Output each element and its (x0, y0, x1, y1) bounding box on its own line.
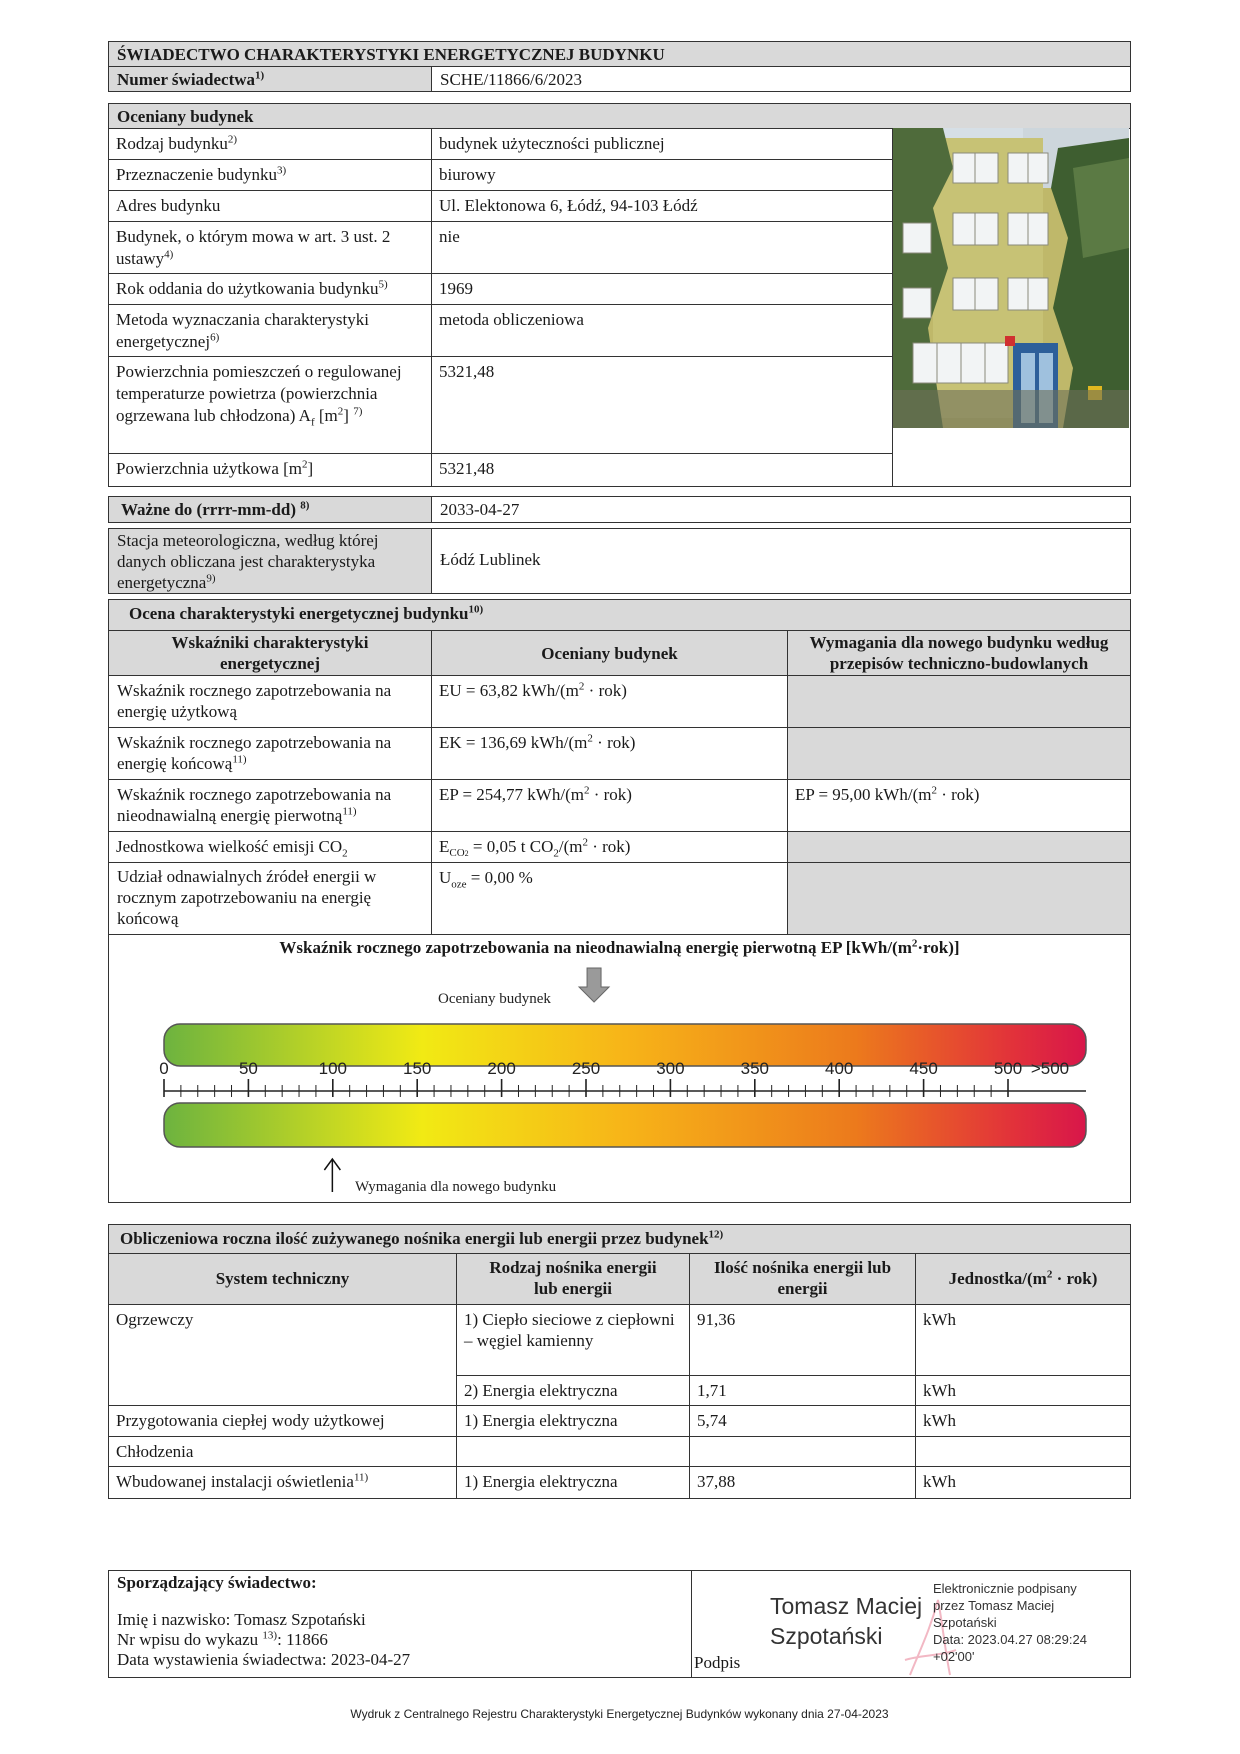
building-method-label: Metoda wyznaczania charakterystyki energetycznej$^{6)}$ (108, 304, 432, 357)
building-type-value: budynek użyteczności publicznej (431, 128, 893, 160)
heating-unit-1: kWh (915, 1304, 1131, 1376)
renewable-requirement-value (787, 862, 1131, 935)
scale-tick-label: 150 (403, 1059, 432, 1078)
scale-tick-label: 250 (571, 1059, 601, 1078)
heating-carrier-1: 1) Ciepło sieciowe z ciepłowni – węgiel kamienny (456, 1304, 690, 1376)
ek-requirement-value (787, 727, 1131, 780)
signer-name: Imię i nazwisko: Tomasz Szpotański (117, 1610, 366, 1629)
certificate-number-label: Numer świadectwa$^{1)}$ (108, 66, 432, 92)
weather-station-value: Łódź Lublinek (431, 528, 1131, 594)
building-year-label: Rok oddania do użytkowania budynku$^{5)}$ (108, 273, 432, 305)
building-marker-arrow (579, 968, 609, 1002)
building-section-title: Oceniany budynek (108, 103, 1131, 129)
building-photo (893, 128, 1129, 428)
scale-tick-label: 0 (159, 1059, 169, 1078)
consumption-col-system: System techniczny (108, 1253, 457, 1305)
scale-tick-label: 500 (993, 1059, 1023, 1078)
renewable-share-label: Udział odnawialnych źródeł energii w rocznym zapotrzebowaniu na energię końcową (108, 862, 432, 935)
lighting-amount: 37,88 (689, 1466, 916, 1499)
lighting-system-label: Wbudowanej instalacji oświetlenia$^{11)}$ (108, 1466, 457, 1499)
print-footer: Wydruk z Centralnego Rejestru Charakterystyki Energetycznej Budynków wykonany dnia 27-04-2023 (350, 1707, 889, 1721)
building-usable-area-label: Powierzchnia użytkowa $[m^2]$ (108, 453, 432, 487)
scale-tick-label: 350 (740, 1059, 769, 1078)
certificate-title: ŚWIADECTWO CHARAKTERYSTYKI ENERGETYCZNEJ BUDYNKU (108, 41, 1131, 67)
ep-indicator-value: EP = 254,77 kWh/$(m^2 \cdot rok)$ (431, 779, 788, 832)
ep-requirement-value: EP = 95,00 kWh/$(m^2 \cdot rok)$ (787, 779, 1131, 832)
co2-emission-value: $E_{CO2} = 0,05$ t $CO_2/(m^2 \cdot rok)$ (431, 831, 788, 863)
building-purpose-label: Przeznaczenie budynku$^{3)}$ (108, 159, 432, 191)
building-address-label: Adres budynku (108, 190, 432, 222)
weather-station-label: Stacja meteorologiczna, według której danych obliczana jest charakterystyka energetyczna$^{9)}$ (108, 528, 432, 594)
signature-note-1: Elektronicznie podpisany (933, 1581, 1077, 1596)
signature-name-line2: Szpotański (770, 1623, 883, 1649)
scale-tick-label: 200 (487, 1059, 516, 1078)
ep-scale-graphic (108, 960, 1131, 1203)
valid-until-label: Ważne do (rrrr-mm-dd) $^{8)}$ (108, 496, 432, 523)
signature-note-3: Szpotański (933, 1615, 997, 1630)
cooling-system-label: Chłodzenia (108, 1436, 457, 1467)
cooling-carrier (456, 1436, 690, 1467)
ek-indicator-label: Wskaźnik rocznego zapotrzebowania na energię końcową$^{11)}$ (108, 727, 432, 780)
scale-bar-bottom (164, 1103, 1086, 1147)
signature-label: Podpis (694, 1653, 741, 1672)
dhw-unit: kWh (915, 1405, 1131, 1437)
cooling-amount (689, 1436, 916, 1467)
valid-until-value: 2033-04-27 (431, 496, 1131, 523)
heating-amount-2: 1,71 (689, 1375, 916, 1406)
signature-name-line1: Tomasz Maciej (770, 1593, 923, 1619)
co2-requirement-value (787, 831, 1131, 863)
building-year-value: 1969 (431, 273, 893, 305)
signer-issue-date: Data wystawienia świadectwa: 2023-04-27 (117, 1650, 411, 1669)
eu-indicator-value: EU = 63,82 kWh/$(m^2 \cdot rok)$ (431, 675, 788, 728)
heating-amount-1: 91,36 (689, 1304, 916, 1376)
signer-title: Sporządzający świadectwo: (117, 1573, 317, 1592)
signature-note-2: przez Tomasz Maciej (933, 1598, 1055, 1613)
ep-scale-title: Wskaźnik rocznego zapotrzebowania na nieodnawialną energię pierwotną EP $[kWh/(m^2\cdot rok)]$ (279, 937, 960, 957)
scale-tick-label: 450 (909, 1059, 938, 1078)
building-heated-area-label: Powierzchnia pomieszczeń o regulowanej temperaturze powietrza (powierzchnia ogrzewana lub chłodzona) $A_f$ $[m^2]$ $^{7)}$ (108, 356, 432, 454)
building-marker-label: Oceniany budynek (438, 991, 551, 1007)
consumption-col-amount: Ilość nośnika energii lub energii (689, 1253, 916, 1305)
scale-tick-label: 400 (825, 1059, 854, 1078)
building-type-label: Rodzaj budynku$^{2)}$ (108, 128, 432, 160)
building-usable-area-value: 5321,48 (431, 453, 893, 487)
building-art3-value: nie (431, 221, 893, 274)
building-art3-label: Budynek, o którym mowa w art. 3 ust. 2 ustawy$^{4)}$ (108, 221, 432, 274)
dhw-amount: 5,74 (689, 1405, 916, 1437)
heating-carrier-2: 2) Energia elektryczna (456, 1375, 690, 1406)
dhw-system-label: Przygotowania ciepłej wody użytkowej (108, 1405, 457, 1437)
building-purpose-value: biurowy (431, 159, 893, 191)
scale-tick-label: >500 (1030, 1059, 1070, 1078)
building-method-value: metoda obliczeniowa (431, 304, 893, 357)
lighting-unit: kWh (915, 1466, 1131, 1499)
building-heated-area-value: 5321,48 (431, 356, 893, 454)
heating-system-label: Ogrzewczy (108, 1304, 457, 1406)
assessment-title: Ocena charakterystyki energetycznej budynku$^{10)}$ (108, 599, 1131, 631)
dhw-carrier: 1) Energia elektryczna (456, 1405, 690, 1437)
eu-indicator-label: Wskaźnik rocznego zapotrzebowania na energię użytkową (108, 675, 432, 728)
requirement-marker-arrow (324, 1159, 340, 1192)
eu-requirement-value (787, 675, 1131, 728)
heating-unit-2: kWh (915, 1375, 1131, 1406)
assessment-col-indicators: Wskaźniki charakterystyki energetycznej (108, 630, 432, 676)
scale-tick-label: 100 (318, 1059, 347, 1078)
signer-registry: Nr wpisu do wykazu $^{13)}$: 11866 (117, 1629, 328, 1649)
assessment-col-requirements: Wymagania dla nowego budynku według przepisów techniczno-budowlanych (787, 630, 1131, 676)
scale-tick-label: 50 (238, 1059, 258, 1078)
lighting-carrier: 1) Energia elektryczna (456, 1466, 690, 1499)
certificate-number-value: SCHE/11866/6/2023 (431, 66, 1131, 92)
requirement-marker-label: Wymagania dla nowego budynku (355, 1179, 557, 1195)
cooling-unit (915, 1436, 1131, 1467)
signature-note-5: +02'00' (933, 1649, 975, 1664)
consumption-col-unit: Jednostka/$(m^2 \cdot rok)$ (915, 1253, 1131, 1305)
ek-indicator-value: EK = 136,69 kWh/$(m^2 \cdot rok)$ (431, 727, 788, 780)
consumption-title: Obliczeniowa roczna ilość zużywanego nośnika energii lub energii przez budynek$^{12)}$ (108, 1224, 1131, 1254)
co2-emission-label: Jednostkowa wielkość emisji $CO_2$ (108, 831, 432, 863)
signature-note-4: Data: 2023.04.27 08:29:24 (933, 1632, 1087, 1647)
renewable-share-value: $U_{oze} = 0,00$ % (431, 862, 788, 935)
ep-indicator-label: Wskaźnik rocznego zapotrzebowania na nieodnawialną energię pierwotną$^{11)}$ (108, 779, 432, 832)
consumption-col-carrier: Rodzaj nośnika energii lub energii (456, 1253, 690, 1305)
scale-bar-top (164, 1024, 1086, 1066)
building-address-value: Ul. Elektonowa 6, Łódź, 94-103 Łódź (431, 190, 893, 222)
scale-tick-label: 300 (656, 1059, 685, 1078)
assessment-col-building: Oceniany budynek (431, 630, 788, 676)
